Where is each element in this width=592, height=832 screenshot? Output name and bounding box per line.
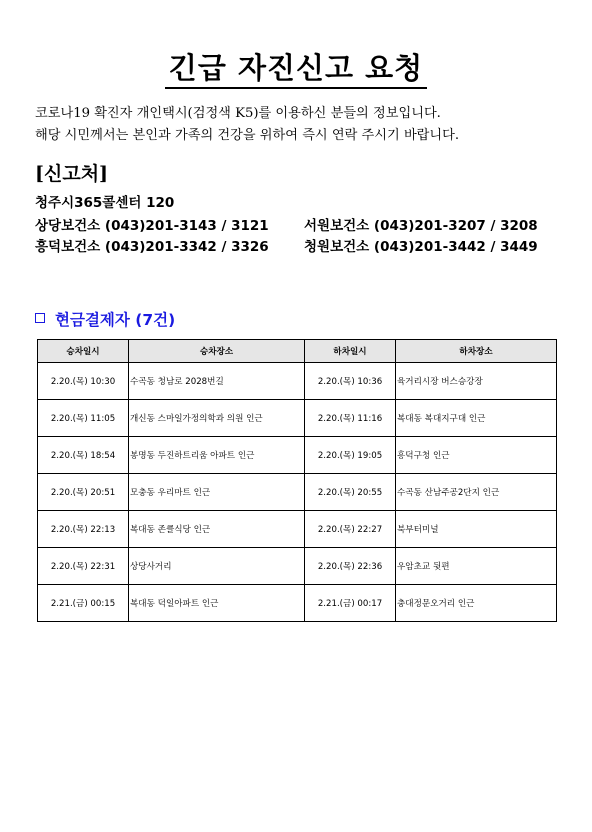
alighting-place-cell: 우암초교 뒷편 — [396, 548, 557, 585]
boarding-time-cell: 2.21.(금) 00:15 — [38, 585, 129, 622]
page-title — [0, 50, 592, 86]
square-bullet-icon — [35, 313, 45, 323]
table-header-row — [38, 340, 557, 363]
boarding-place-cell: 복대동 존클식당 인근 — [129, 511, 305, 548]
alighting-place-cell: 흥덕구청 인근 — [396, 437, 557, 474]
alighting-place-cell: 수곡동 산남주공2단지 인근 — [396, 474, 557, 511]
boarding-place-cell: 상당사거리 — [129, 548, 305, 585]
page-title-text: 긴급 자진신고 요청 — [165, 51, 427, 89]
boarding-place-cell: 개신동 스마일가정의학과 의원 인근 — [129, 400, 305, 437]
boarding-place-cell: 복대동 덕일아파트 인근 — [129, 585, 305, 622]
header-boarding-place: 승차장소 — [129, 340, 305, 363]
alighting-time-cell: 2.21.(금) 00:17 — [305, 585, 396, 622]
sangdang-health-center-contact: 상당보건소 (043)201-3143 / 3121 — [35, 218, 269, 234]
table-row — [38, 363, 557, 400]
alighting-time-cell: 2.20.(목) 22:27 — [305, 511, 396, 548]
intro-text — [35, 103, 459, 147]
header-alighting-place: 하차장소 — [396, 340, 557, 363]
boarding-place-cell: 수곡동 청남로 2028번길 — [129, 363, 305, 400]
alighting-time-cell: 2.20.(목) 11:16 — [305, 400, 396, 437]
table-row — [38, 437, 557, 474]
report-heading: [신고처] — [35, 163, 109, 185]
alighting-time-cell: 2.20.(목) 10:36 — [305, 363, 396, 400]
boarding-time-cell: 2.20.(목) 10:30 — [38, 363, 129, 400]
alighting-time-cell: 2.20.(목) 20:55 — [305, 474, 396, 511]
header-boarding-time: 승차일시 — [38, 340, 129, 363]
boarding-time-cell: 2.20.(목) 18:54 — [38, 437, 129, 474]
section-heading-text: 현금결제자 (7건) — [55, 311, 176, 329]
intro-line-1: 코로나19 확진자 개인택시(검정색 K5)를 이용하신 분들의 정보입니다. — [35, 106, 441, 121]
cheongwon-health-center-contact: 청원보건소 (043)201-3442 / 3449 — [304, 239, 538, 255]
call-center-contact: 청주시365콜센터 120 — [35, 195, 175, 211]
table-row — [38, 400, 557, 437]
taxi-rides-table — [37, 339, 557, 622]
heungdeok-health-center-contact: 흥덕보건소 (043)201-3342 / 3326 — [35, 239, 269, 255]
table-row — [38, 511, 557, 548]
table-row — [38, 474, 557, 511]
cash-payment-section-heading — [35, 309, 175, 331]
alighting-place-cell: 북부터미널 — [396, 511, 557, 548]
seowon-health-center-contact: 서원보건소 (043)201-3207 / 3208 — [304, 218, 538, 234]
alighting-place-cell: 복대동 복대지구대 인근 — [396, 400, 557, 437]
boarding-time-cell: 2.20.(목) 11:05 — [38, 400, 129, 437]
alighting-time-cell: 2.20.(목) 19:05 — [305, 437, 396, 474]
header-alighting-time: 하차일시 — [305, 340, 396, 363]
boarding-place-cell: 봉명동 두진하트리움 아파트 인근 — [129, 437, 305, 474]
boarding-time-cell: 2.20.(목) 22:13 — [38, 511, 129, 548]
intro-line-2: 해당 시민께서는 본인과 가족의 건강을 위하여 즉시 연락 주시기 바랍니다. — [35, 128, 460, 143]
alighting-time-cell: 2.20.(목) 22:36 — [305, 548, 396, 585]
boarding-time-cell: 2.20.(목) 22:31 — [38, 548, 129, 585]
alighting-place-cell: 충대정문오거리 인근 — [396, 585, 557, 622]
boarding-place-cell: 모충동 우리마트 인근 — [129, 474, 305, 511]
table-row — [38, 548, 557, 585]
alighting-place-cell: 육거리시장 버스승강장 — [396, 363, 557, 400]
boarding-time-cell: 2.20.(목) 20:51 — [38, 474, 129, 511]
table-row — [38, 585, 557, 622]
